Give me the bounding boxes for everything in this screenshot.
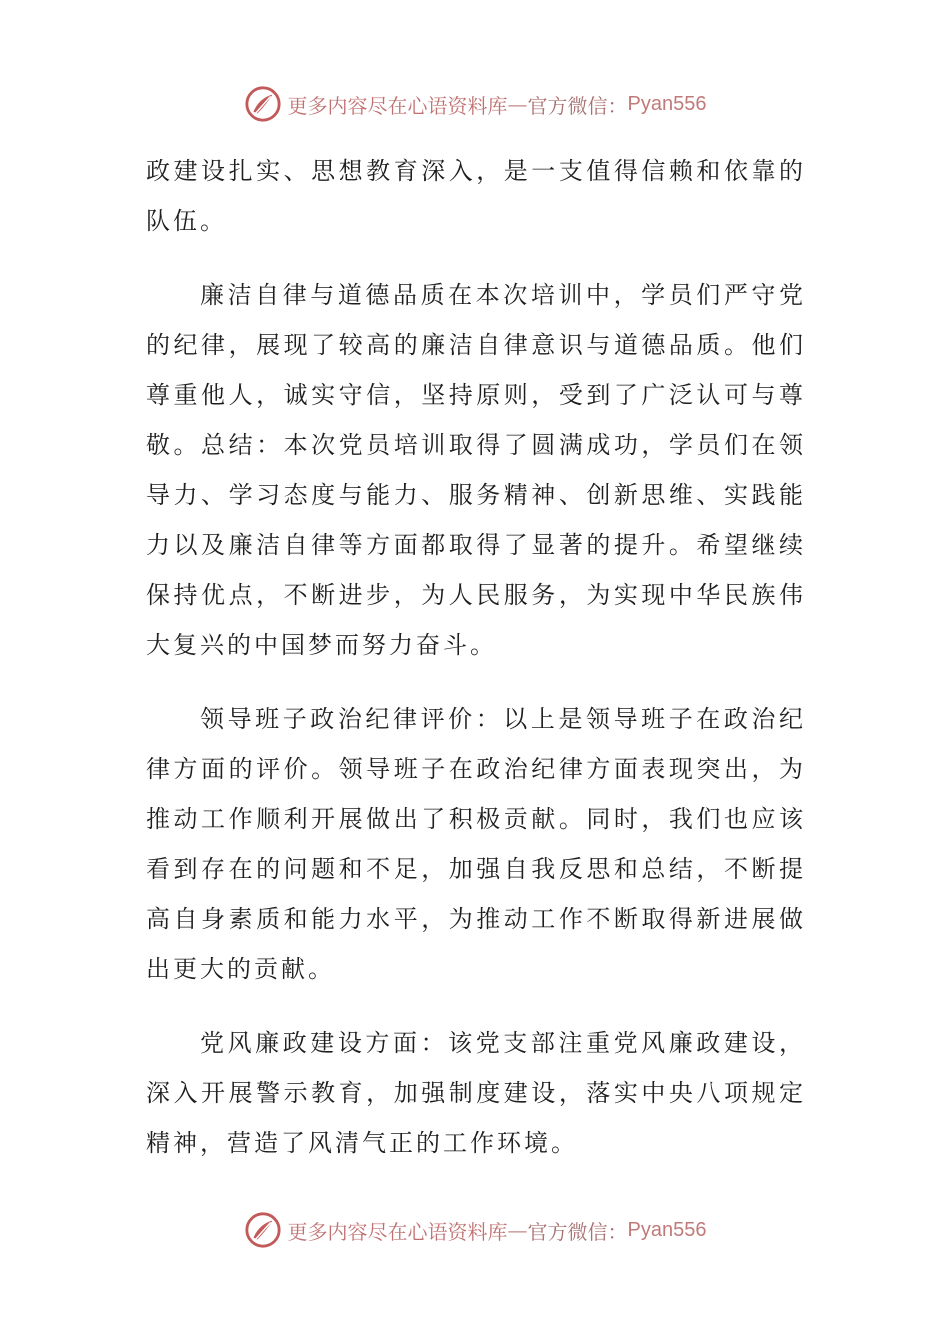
paragraph-leadership-discipline: 领导班子政治纪律评价：以上是领导班子在政治纪律方面的评价。领导班子在政治纪律方面表现突出，为推动工作顺利开展做出了积极贡献。同时，我们也应该看到存在的问题和不足，加强自我反思和总结，不断提高自身素质和能力水平，为推动工作不断取得新进展做出更大的贡献。 bbox=[146, 705, 806, 983]
header-banner bbox=[0, 82, 950, 126]
footer-separator: — bbox=[507, 1218, 528, 1242]
footer-banner bbox=[0, 1208, 950, 1252]
header-wechat-id: Pyan556 bbox=[627, 92, 707, 115]
pen-circle-logo-icon bbox=[244, 1211, 282, 1249]
paragraph-continuation: 政建设扎实、思想教育深入，是一支值得信赖和依靠的队伍。 bbox=[146, 157, 806, 235]
footer-wechat-label: 官方微信： bbox=[527, 1219, 628, 1244]
footer-brand-text: 更多内容尽在心语资料库 bbox=[287, 1219, 508, 1244]
paragraph-integrity: 廉洁自律与道德品质在本次培训中，学员们严守党的纪律，展现了较高的廉洁自律意识与道德品质。他们尊重他人，诚实守信，坚持原则，受到了广泛认可与尊敬。总结：本次党员培训取得了圆满成功，学员们在领导力、学习态度与能力、服务精神、创新思维、实践能力以及廉洁自律等方面都取得了显著的提升。希望继续保持优点，不断进步，为人民服务，为实现中华民族伟大复兴的中国梦而努力奋斗。 bbox=[146, 281, 806, 659]
paragraph-party-conduct: 党风廉政建设方面：该党支部注重党风廉政建设，深入开展警示教育，加强制度建设，落实中央八项规定精神，营造了风清气正的工作环境。 bbox=[146, 1029, 806, 1157]
pen-circle-logo-icon bbox=[244, 85, 282, 123]
header-brand-text: 更多内容尽在心语资料库 bbox=[287, 93, 508, 118]
footer-wechat-id: Pyan556 bbox=[627, 1218, 707, 1241]
header-wechat-label: 官方微信： bbox=[527, 93, 628, 118]
header-separator: — bbox=[507, 92, 528, 116]
document-body bbox=[146, 146, 806, 1192]
